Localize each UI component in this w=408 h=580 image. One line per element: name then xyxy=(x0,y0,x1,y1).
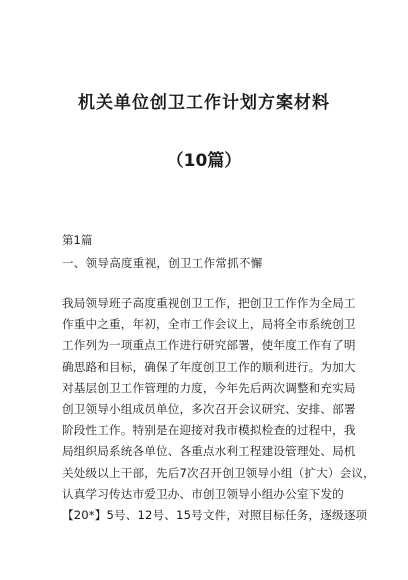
paragraph-line: 局组织局系统各单位、各重点水利工程建设管理处、局机 xyxy=(62,444,356,459)
paragraph-line: 创卫领导小组成员单位，多次召开会议研究、安排、部署 xyxy=(62,402,356,417)
paragraph-line: 确思路和目标，确保了年度创卫工作的顺利进行。为加大 xyxy=(62,359,356,374)
section-heading: 一、领导高度重视，创卫工作常抓不懈 xyxy=(62,256,263,270)
paragraph-line: 关处级以上干部，先后7次召开创卫领导小组（扩大）会议， xyxy=(62,465,375,480)
paragraph-line: 我局领导班子高度重视创卫工作，把创卫工作作为全局工 xyxy=(62,296,356,310)
document-title: 机关单位创卫工作计划方案材料 xyxy=(78,93,330,113)
section-label: 第1篇 xyxy=(62,233,93,247)
paragraph-line: 【20*】5号、12号、15号文件，对照目标任务，逐级逐项 xyxy=(62,508,368,523)
paragraph-line: 工作列为一项重点工作进行研究部署，使年度工作有了明 xyxy=(62,338,356,353)
paragraph-line: 阶段性工作。特别是在迎接对我市模拟检查的过程中，我 xyxy=(62,423,356,438)
paragraph-line: 对基层创卫工作管理的力度，今年先后两次调整和充实局 xyxy=(62,380,356,395)
body-paragraph xyxy=(62,293,375,526)
document-subtitle: （10篇） xyxy=(166,151,242,171)
paragraph-line: 作重中之重，年初，全市工作会议上，局将全市系统创卫 xyxy=(62,317,356,332)
paragraph-line: 认真学习传达市爱卫办、市创卫领导小组办公室下发的 xyxy=(62,486,344,501)
